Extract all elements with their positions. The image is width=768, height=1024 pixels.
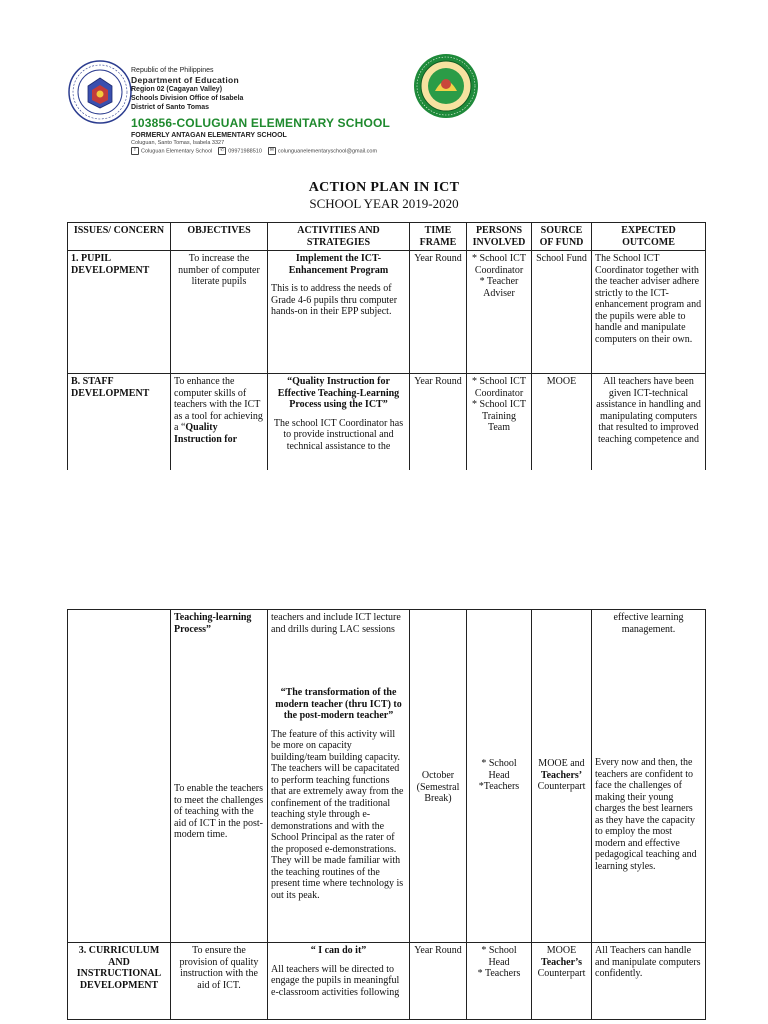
header-expected-outcome: EXPECTED OUTCOME (592, 223, 706, 251)
row1-person: * School ICT Coordinator (472, 253, 526, 276)
row1-objective: To increase the number of computer literate pupils (171, 251, 268, 374)
facebook-icon: f (131, 147, 139, 155)
phone-icon: ✆ (220, 147, 225, 153)
sub-outcome: Every now and then, the teachers are confident to face the challenges of making their young charges the best learners as they have the capacity to employ the most modern and effective pedagogical teaching and learning styles. (595, 757, 697, 872)
row2-objective-text: To enhance the computer skills of teachers with the ICT as a tool for achieving a “ (174, 376, 263, 433)
sub-time: October (Semestral Break) (416, 770, 460, 804)
phone-text: 09971988510 (228, 148, 262, 155)
sub-person: * School Head (481, 758, 517, 781)
sub-fund-b: Teachers’ (540, 769, 583, 781)
phone-contact (218, 147, 262, 155)
address-text: Coluguan, Santo Tomas, Isabela 3327 (131, 140, 225, 146)
cont-time (410, 610, 467, 943)
document-subtitle: SCHOOL YEAR 2019-2020 (309, 196, 459, 211)
action-plan-table-page2 (67, 609, 706, 1020)
district-text: District of Santo Tomas (131, 104, 210, 111)
row3-objective: To ensure the provision of quality instruction with the aid of ICT. (171, 943, 268, 1020)
cont-issue (68, 610, 171, 943)
row3-persons (467, 943, 532, 1020)
email-icon: ✉ (269, 147, 274, 153)
formerly-text: FORMERLY ANTAGAN ELEMENTARY SCHOOL (131, 132, 287, 139)
page-break (0, 470, 768, 609)
sub-fund-c: Counterpart (537, 781, 586, 792)
row2-person: * School ICT Training Team (472, 399, 526, 433)
table-row (68, 374, 706, 473)
cont-objective (171, 610, 268, 943)
table-row (68, 251, 706, 374)
row1-outcome: The School ICT Coordinator together with the teacher adviser adhere strictly to the ICT-enhancement program and the pupils were able to handle and manipulate computers on their own. (592, 251, 706, 374)
row3-person: * Teachers (477, 968, 521, 979)
letterhead (131, 66, 390, 155)
row3-issue: 3. CURRICULUM AND INSTRUCTIONAL DEVELOPMENT (68, 943, 171, 1020)
header-activities: ACTIVITIES AND STRATEGIES (268, 223, 410, 251)
cont-activity (268, 610, 410, 943)
row3-fund-b: Teacher’s (540, 956, 583, 968)
row3-fund-c: Counterpart (537, 968, 586, 979)
row3-activity-text: All teachers will be directed to engage the pupils in meaningful e-classroom activities following (271, 963, 400, 998)
cont-fund (532, 610, 592, 943)
header-time-frame: TIME FRAME (410, 223, 467, 251)
row2-person: * School ICT Coordinator (472, 376, 526, 399)
row3-activity-title: “ I can do it” (310, 945, 367, 956)
sub-fund-a: MOOE and (538, 758, 585, 769)
contact-row (131, 147, 390, 155)
row2-outcome: All teachers have been given ICT-technical assistance in handling and manipulating computers that resulted to improved teaching competence and (592, 374, 706, 473)
cont-outcome-text: effective learning management. (613, 612, 684, 635)
division-text: Schools Division Office of Isabela (131, 95, 244, 102)
division-seal-icon (413, 53, 479, 119)
row3-outcome: All Teachers can handle and manipulate computers confidently. (592, 943, 706, 1020)
row2-activity (268, 374, 410, 473)
table-header-row (68, 223, 706, 251)
document-title: ACTION PLAN IN ICT (308, 180, 460, 195)
header-issues: ISSUES/ CONCERN (68, 223, 171, 251)
row2-objective-bold: Quality Instruction for (174, 422, 238, 445)
facebook-text: Coluguan Elementary School (141, 148, 213, 155)
row1-activity (268, 251, 410, 374)
sub-person: *Teachers (478, 781, 520, 792)
row3-time: Year Round (410, 943, 467, 1020)
department-text: Department of Education (131, 75, 239, 85)
sub-activity-text: The feature of this activity will be more on capacity building/team building capacity. The teachers will be capacitated to perform teaching functions that are extremely away from the confinement of the traditional teaching style through e-demonstrations and with the School Principal as the rater of the proposed e-demonstrations. They will be made familiar with the teaching routines of the present time where technology is out its peak. (271, 728, 404, 901)
table-row (68, 610, 706, 943)
row2-time: Year Round (410, 374, 467, 473)
row1-person: * Teacher Adviser (479, 276, 519, 299)
row3-fund (532, 943, 592, 1020)
header-source-fund: SOURCE OF FUND (532, 223, 592, 251)
row3-fund-a: MOOE (546, 945, 577, 956)
cont-activity-text: teachers and include ICT lecture and drills during LAC sessions (271, 612, 401, 635)
email-text: colunguanelementaryschool@gmail.com (277, 148, 378, 155)
cont-outcome (592, 610, 706, 943)
row2-persons (467, 374, 532, 473)
deped-seal-icon (68, 60, 132, 124)
table-row (68, 943, 706, 1020)
action-plan-table-page1 (67, 222, 706, 473)
row2-activity-text: The school ICT Coordinator has to provide instructional and technical assistance to the (273, 417, 404, 452)
region-text: Region 02 (Cagayan Valley) (131, 86, 223, 93)
row1-issue: 1. PUPIL DEVELOPMENT (68, 251, 171, 374)
row1-activity-text: This is to address the needs of Grade 4-6 pupils thru computer hands-on in their EPP subject. (271, 283, 398, 317)
cont-persons (467, 610, 532, 943)
sub-activity-title: “The transformation of the modern teacher (thru ICT) to the post-modern teacher” (275, 687, 402, 721)
school-name: 103856-COLUGUAN ELEMENTARY SCHOOL (131, 116, 391, 130)
sub-objective: To enable the teachers to meet the challenges of teaching with the aid of ICT in the post-modern time. (174, 783, 264, 840)
cont-objective-text: Teaching-learning Process” (174, 612, 252, 635)
row3-activity (268, 943, 410, 1020)
row2-activity-title: “Quality Instruction for Effective Teaching-Learning Process using the ICT” (277, 376, 400, 410)
header-persons: PERSONS INVOLVED (467, 223, 532, 251)
row2-fund: MOOE (532, 374, 592, 473)
row1-persons (467, 251, 532, 374)
row3-person: * School Head (481, 945, 517, 968)
row2-objective (171, 374, 268, 473)
row2-issue: B. STAFF DEVELOPMENT (68, 374, 171, 473)
row1-fund: School Fund (532, 251, 592, 374)
facebook-contact (131, 147, 212, 155)
row1-time: Year Round (410, 251, 467, 374)
republic-text: Republic of the Philippines (131, 67, 214, 74)
email-contact (268, 147, 377, 155)
header-objectives: OBJECTIVES (171, 223, 268, 251)
row1-activity-title: Implement the ICT-Enhancement Program (288, 253, 389, 276)
